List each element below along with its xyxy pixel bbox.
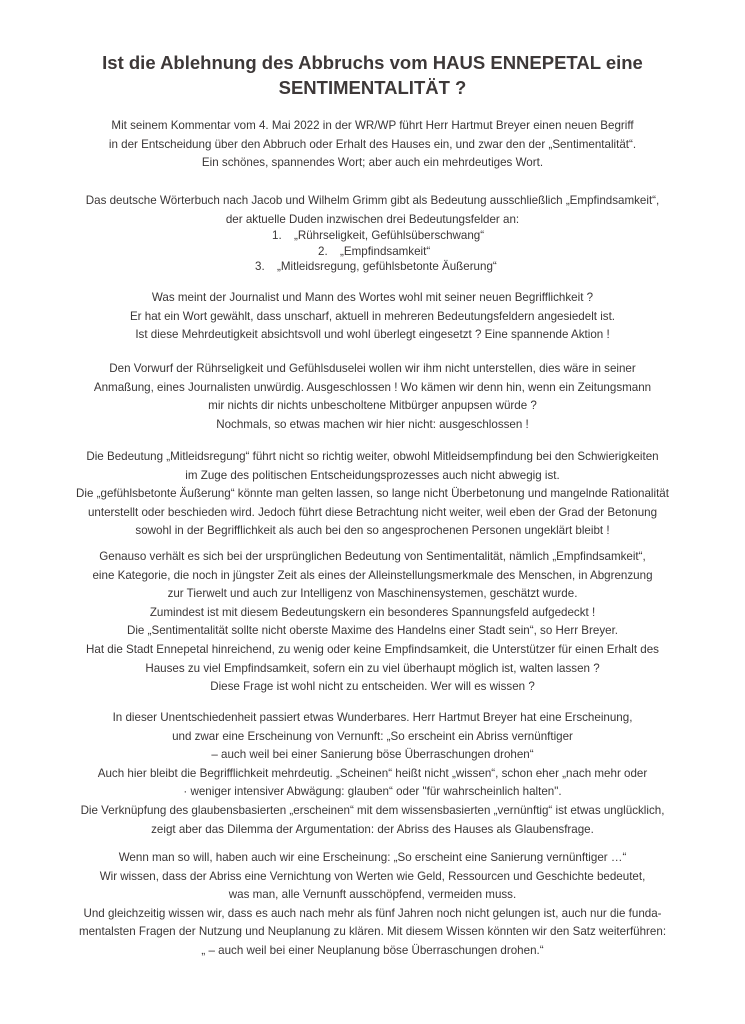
text-line: „ – auch weil bei einer Neuplanung böse Überraschungen drohen.“ [201,943,544,957]
text-line: der aktuelle Duden inzwischen drei Bedeutungsfelder an: [225,212,520,226]
text-line: Ist diese Mehrdeutigkeit absichtsvoll und wohl überlegt eingesetzt ? Eine spannende Aktion ! [135,328,610,342]
text-line: Ein schönes, spannendes Wort; aber auch ein mehrdeutiges Wort. [201,156,544,170]
paragraph-conclusion [30,849,715,961]
text-line: und zwar eine Erscheinung von Vernunft: „So erscheint ein Abriss vernünftiger [172,729,573,743]
text-line: Und gleichzeitig wissen wir, dass es auch nach mehr als fünf Jahren noch nicht gelungen ist, auch nur die funda- [83,906,662,920]
text-line: Auch hier bleibt die Begrifflichkeit mehrdeutig. „Scheinen“ heißt nicht „wissen“, schon eher „nach mehr oder [97,766,648,780]
text-line: – auch weil bei einer Sanierung böse Überraschungen drohen“ [211,748,534,762]
text-line: zeigt aber das Dilemma der Argumentation: der Abriss des Hauses als Glaubensfrage. [151,822,594,836]
text-line: Nochmals, so etwas machen wir hier nicht: ausgeschlossen ! [216,417,529,431]
text-line: in der Entscheidung über den Abbruch oder Erhalt des Hauses ein, und zwar den der „Sentimentalität“. [108,137,637,151]
list-number: 2. [318,244,328,258]
text-line: sowohl in der Begrifflichkeit als auch bei den so angesprochenen Personen ungeklärt bleibt ! [135,524,610,538]
text-line: Hat die Stadt Ennepetal hinreichend, zu wenig oder keine Empfindsamkeit, die Unterstützer für einen Erhalt des [86,642,659,656]
text-line: Genauso verhält es sich bei der ursprünglichen Bedeutung von Sentimentalität, nämlich „Empfindsamkeit“, [99,550,646,563]
text-line: Wir wissen, dass der Abriss eine Vernichtung von Werten wie Geld, Ressourcen und Geschichte bedeutet, [99,869,646,883]
text-line: unterstellt oder beschieden wird. Jedoch führt diese Betrachtung nicht weiter, weil eben der Grad der Betonung [87,505,658,519]
text-line: Die Verknüpfung des glaubensbasierten „erscheinen“ mit dem wissensbasierten „vernünftig“ ist etwas unglücklich, [80,803,665,817]
text-line: Die Bedeutung „Mitleidsregung“ führt nicht so richtig weiter, obwohl Mitleidsempfindung bei den Schwierigkeiten [86,450,659,463]
text-line: Wenn man so will, haben auch wir eine Erscheinung: „So erscheint eine Sanierung vernünftiger …“ [118,851,627,864]
text-line: Zumindest ist mit diesem Bedeutungskern ein besonderes Spannungsfeld aufgedeckt ! [149,605,596,619]
list-item [272,228,745,244]
text-line: zur Tierwelt und auch zur Intelligenz von Maschinensystemen, geschätzt wurde. [167,587,578,601]
text-line: mir nichts dir nichts unbescholtene Mitbürger anpupsen würde ? [208,399,537,413]
list-text: „Empfindsamkeit“ [340,244,431,258]
list-item [255,259,745,275]
list-number: 1. [272,229,282,242]
document-title [0,50,745,100]
text-line: was man, alle Vernunft ausschöpfend, vermeiden muss. [228,888,517,902]
text-line: Den Vorwurf der Rührseligkeit und Gefühlsduselei wollen wir ihm nicht unterstellen, dies wäre in seiner [109,362,636,375]
paragraph-erscheinung [30,709,715,839]
text-line: Die „gefühlsbetonte Äußerung“ könnte man gelten lassen, so lange nicht Überbetonung und mangelnde Rationalität [76,487,669,501]
title-line-2: SENTIMENTALITÄT ? [278,77,467,98]
paragraph-question [30,289,715,345]
paragraph-accusation [30,360,715,434]
text-line: Die „Sentimentalität sollte nicht oberste Maxime des Handelns einer Stadt sein“, so Herr Breyer. [126,624,619,638]
list-text: „Rührseligkeit, Gefühlsüberschwang“ [294,229,485,242]
text-line: Er hat ein Wort gewählt, dass unscharf, aktuell in mehreren Bedeutungsfeldern angesiedelt ist. [129,309,616,323]
text-line: In dieser Unentschiedenheit passiert etwas Wunderbares. Herr Hartmut Breyer hat eine Erscheinung, [112,711,633,724]
text-line: Hauses zu viel Empfindsamkeit, sofern ein zu viel überhaupt möglich ist, walten lassen ? [145,661,600,675]
text-line: Das deutsche Wörterbuch nach Jacob und Wilhelm Grimm gibt als Bedeutung ausschließlich „Empfindsamkeit“, [85,194,660,207]
text-line: Was meint der Journalist und Mann des Wortes wohl mit seiner neuen Begrifflichkeit ? [151,291,594,304]
text-line: Anmaßung, eines Journalisten unwürdig. Ausgeschlossen ! Wo kämen wir denn hin, wenn ein Zeitungsmann [93,380,652,394]
paragraph-intro [30,117,715,173]
paragraph-dictionary [30,192,715,229]
text-line: eine Kategorie, die noch in jüngster Zeit als eines der Alleinstellungsmerkmale des Menschen, in Abgrenzung [92,568,653,582]
list-text: „Mitleidsregung, gefühlsbetonte Äußerung“ [277,260,497,273]
text-line: · weniger intensiver Abwägung: glauben“ oder "für wahrscheinlich halten". [183,785,562,799]
list-number: 3. [255,260,265,273]
title-line-1: Ist die Ablehnung des Abbruchs vom HAUS ENNEPETAL eine [102,52,643,73]
text-line: Diese Frage ist wohl nicht zu entscheiden. Wer will es wissen ? [210,680,535,694]
text-line: mentalsten Fragen der Nutzung und Neuplanung zu klären. Mit diesem Wissen könnten wir den Satz weiterführen: [78,925,667,939]
text-line: Mit seinem Kommentar vom 4. Mai 2022 in der WR/WP führt Herr Hartmut Breyer einen neuen Begriff [111,119,634,132]
duden-meanings-list [0,228,745,275]
list-item [318,244,745,260]
text-line: im Zuge des politischen Entscheidungsprozesses auch nicht abwegig ist. [185,468,560,482]
paragraph-mitleid [30,448,715,541]
paragraph-empfindsamkeit [30,548,715,697]
